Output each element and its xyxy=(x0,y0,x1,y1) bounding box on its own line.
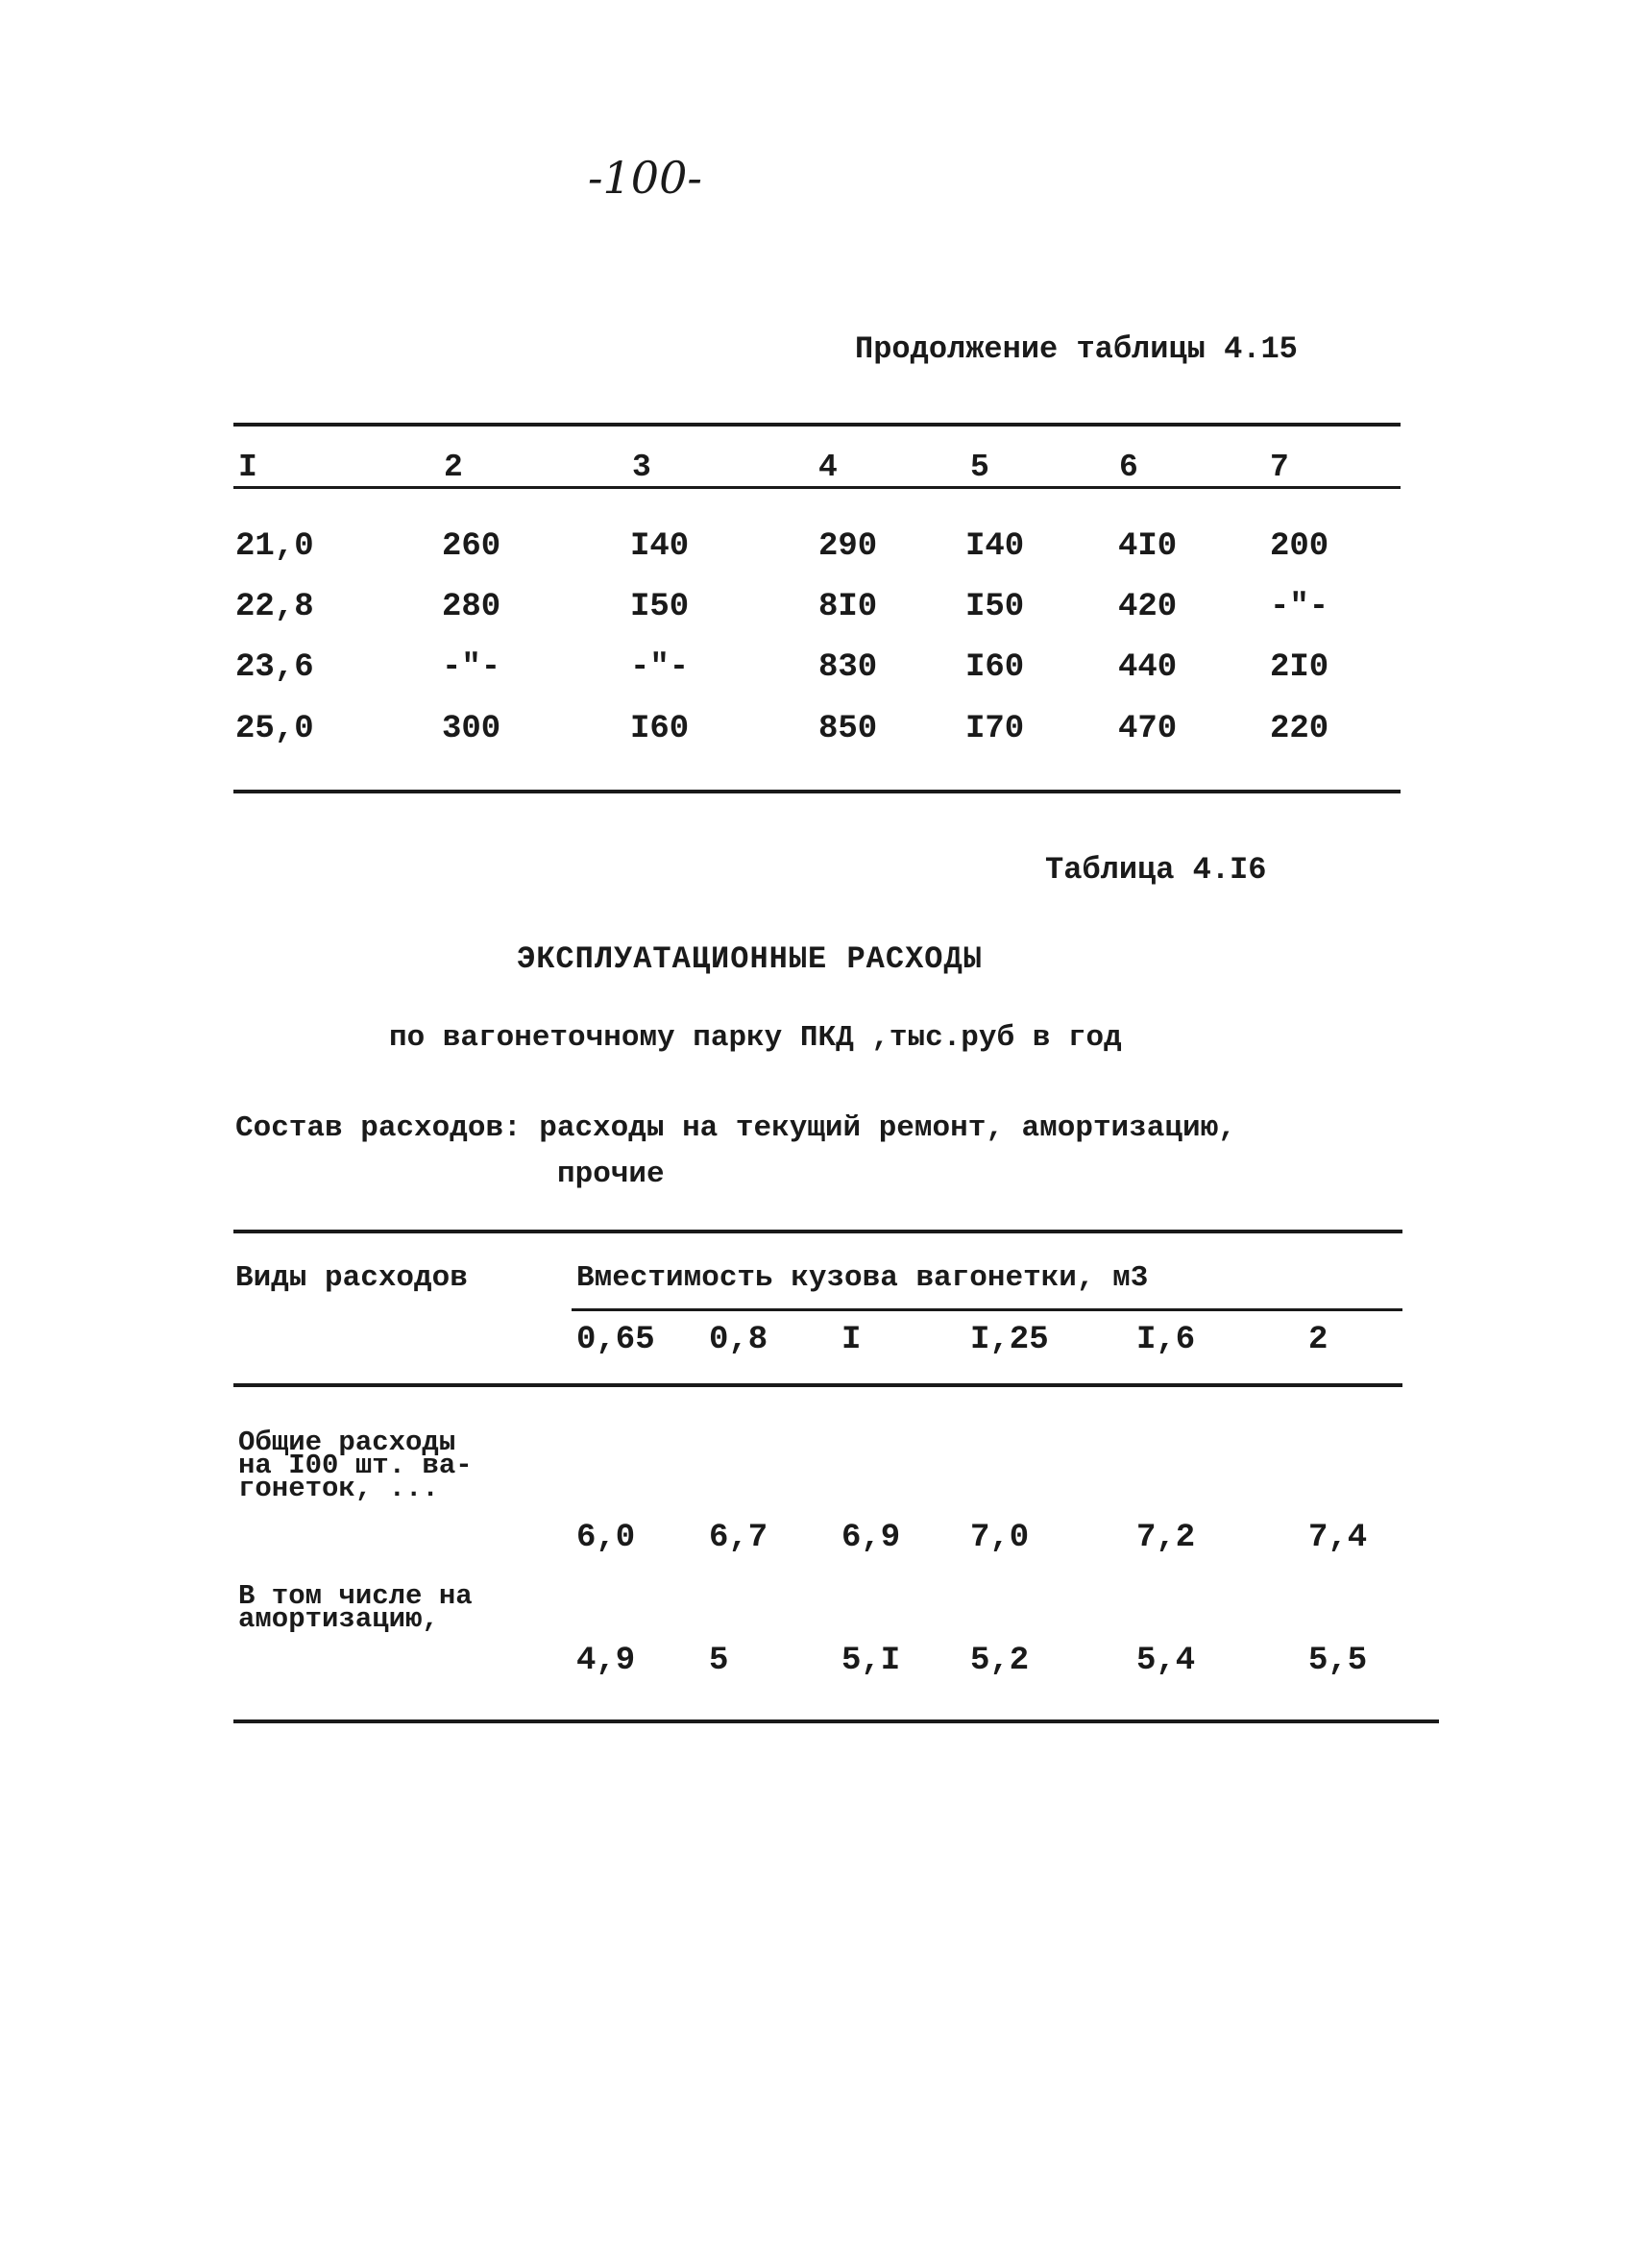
table-4-15-cell: I40 xyxy=(630,528,690,565)
table-4-15-cell: 300 xyxy=(442,711,501,747)
table-4-15-cell: 830 xyxy=(818,649,878,686)
table-4-15-cell: -"- xyxy=(630,649,690,686)
table-4-15-header-cell: 5 xyxy=(970,450,989,485)
table-4-15-cell: I50 xyxy=(630,589,690,625)
table-4-15-cell: 280 xyxy=(442,589,501,625)
table-4-15-header-cell: 2 xyxy=(444,450,463,485)
table-4-15-header-cell: 7 xyxy=(1270,450,1289,485)
table-4-15-cell: 2I0 xyxy=(1270,649,1329,686)
capacity-cell: 2 xyxy=(1308,1322,1328,1358)
table-4-15-bottom-rule xyxy=(233,790,1401,793)
capacity-cell: 0,8 xyxy=(709,1322,768,1358)
table-4-15-cell: I50 xyxy=(965,589,1025,625)
table-4-15-cell: -"- xyxy=(442,649,501,686)
expense-value: 7,2 xyxy=(1136,1520,1196,1556)
table-4-15-cell: 220 xyxy=(1270,711,1329,747)
capacity-cell: 0,65 xyxy=(576,1322,655,1358)
table-4-15-cell: 440 xyxy=(1118,649,1178,686)
expense-value: 6,9 xyxy=(841,1520,901,1556)
expense-composition-line: прочие xyxy=(557,1158,665,1191)
expense-value: 7,0 xyxy=(970,1520,1030,1556)
expense-value: 5 xyxy=(709,1643,729,1679)
table-4-16-caption: Таблица 4.I6 xyxy=(1045,852,1267,888)
table-4-15-header-cell: 3 xyxy=(632,450,651,485)
table-4-15-cell: I60 xyxy=(965,649,1025,686)
table-4-15-header-cell: I xyxy=(238,450,257,485)
table-4-15-top-rule xyxy=(233,423,1401,427)
capacity-group-header: Вместимость кузова вагонетки, м3 xyxy=(576,1261,1149,1295)
expense-value: 6,0 xyxy=(576,1520,636,1556)
expense-value: 6,7 xyxy=(709,1520,768,1556)
capacity-cell: I xyxy=(841,1322,862,1358)
expense-value: 5,2 xyxy=(970,1643,1030,1679)
table-4-15-cell: I70 xyxy=(965,711,1025,747)
capacity-group-rule xyxy=(572,1308,1402,1311)
table-4-15-cell: 25,0 xyxy=(235,711,314,747)
table-4-15-cell: 23,6 xyxy=(235,649,314,686)
table-4-15-header-cell: 4 xyxy=(818,450,838,485)
table-4-15-cell: 850 xyxy=(818,711,878,747)
table-4-15-cell: -"- xyxy=(1270,589,1329,625)
expense-value: 4,9 xyxy=(576,1643,636,1679)
page-number: -100- xyxy=(588,152,702,204)
expense-composition-line: Состав расходов: расходы на текущий ремонт, амортизацию, xyxy=(235,1111,1236,1145)
table-4-15-cell: 21,0 xyxy=(235,528,314,565)
expense-value: 5,5 xyxy=(1308,1643,1368,1679)
table-4-15-cell: 420 xyxy=(1118,589,1178,625)
table-4-15-cell: 200 xyxy=(1270,528,1329,565)
capacity-cell: I,25 xyxy=(970,1322,1049,1358)
table-4-15-cell: 4I0 xyxy=(1118,528,1178,565)
table-4-15-cell: 470 xyxy=(1118,711,1178,747)
table-4-16-subtitle: по вагонеточному парку ПКД ,тыс.руб в год xyxy=(389,1021,1122,1055)
table-4-16-bottom-rule xyxy=(233,1719,1439,1723)
expense-row-label: Общие расходы на I00 шт. ва- гонеток, ... xyxy=(238,1427,473,1504)
table-4-16-title: ЭКСПЛУАТАЦИОННЫЕ РАСХОДЫ xyxy=(517,941,983,977)
table-4-15-cell: 260 xyxy=(442,528,501,565)
table-4-15-cell: 22,8 xyxy=(235,589,314,625)
table-4-15-header-rule xyxy=(233,486,1401,489)
table-4-15-cell: I60 xyxy=(630,711,690,747)
expense-row-label: В том числе на амортизацию, xyxy=(238,1580,473,1635)
table-4-16-header-rule xyxy=(233,1383,1402,1387)
table-4-15-cell: I40 xyxy=(965,528,1025,565)
expense-value: 7,4 xyxy=(1308,1520,1368,1556)
capacity-cell: I,6 xyxy=(1136,1322,1196,1358)
expense-type-header: Виды расходов xyxy=(235,1261,468,1295)
expense-value: 5,4 xyxy=(1136,1643,1196,1679)
table-4-15-header-cell: 6 xyxy=(1119,450,1138,485)
table-4-15-cell: 290 xyxy=(818,528,878,565)
expense-value: 5,I xyxy=(841,1643,901,1679)
table-4-16-top-rule xyxy=(233,1230,1402,1233)
table-4-15-cell: 8I0 xyxy=(818,589,878,625)
table-4-15-caption: Продолжение таблицы 4.15 xyxy=(855,331,1298,367)
